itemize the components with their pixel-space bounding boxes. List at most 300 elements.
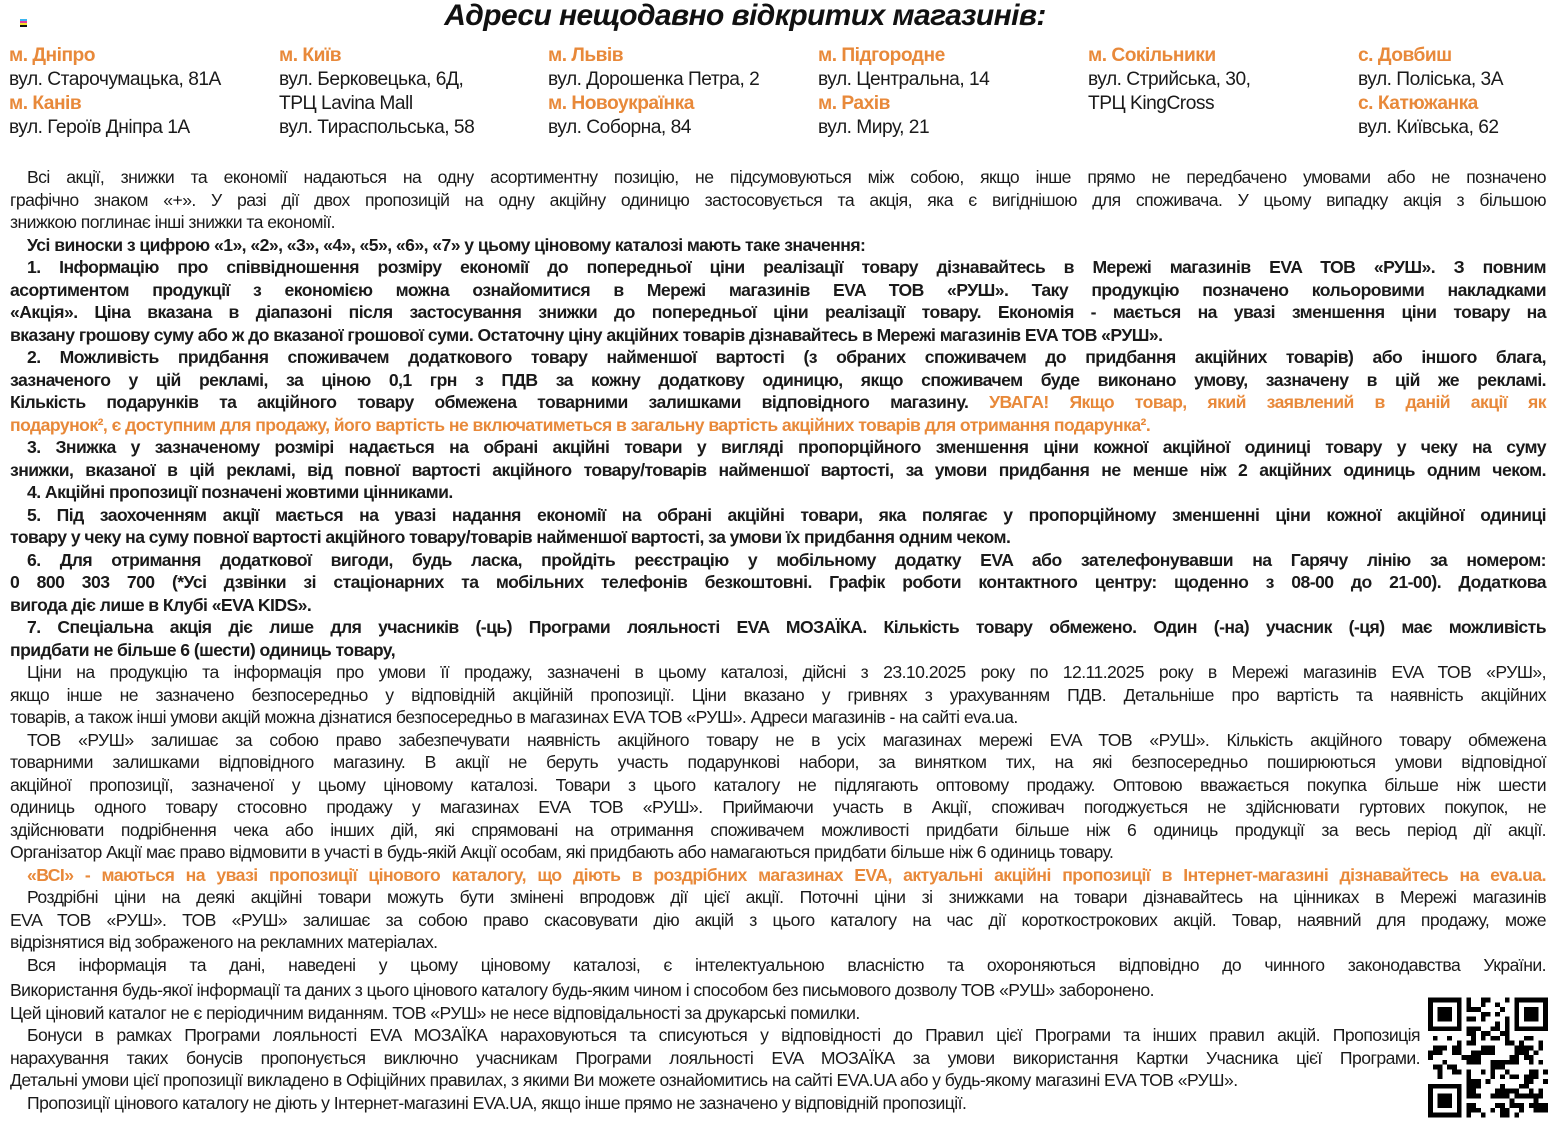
qr-module [1524, 1050, 1529, 1055]
qr-module [1538, 1094, 1543, 1099]
qr-module [1524, 1012, 1529, 1017]
store-address: вул. Тираспольська, 58 [279, 117, 475, 138]
qr-module [1452, 998, 1457, 1003]
store-column [548, 44, 759, 140]
terms-line-text: вказану грошову суму або ж до вказаної грошової суми. Остаточну ціну акційних товарів дізнавайтесь в Мережі магазинів EVA ТОВ «РУШ». [10, 324, 1163, 345]
qr-module [1452, 1065, 1457, 1070]
store-address: вул. Центральна, 14 [818, 69, 990, 90]
qr-module [1442, 1026, 1447, 1031]
terms-line [10, 886, 1546, 909]
footer-block [10, 979, 1420, 1114]
qr-module [1490, 1050, 1495, 1055]
qr-module [1495, 1012, 1500, 1017]
terms-line-text: здійснювати подрібнення чека або інших дій, які спрямовані на отримання споживачем можливості придбати більше ніж 6 одиниць продукції за весь період дії акції. [10, 819, 1546, 840]
store-column [279, 44, 474, 140]
qr-module [1466, 1084, 1471, 1089]
terms-body [10, 166, 1546, 1114]
qr-module [1495, 1060, 1500, 1065]
terms-line [10, 481, 1546, 504]
terms-line-text: відрізнятися від зображеного на рекламних матеріалах. [10, 932, 438, 952]
terms-line [10, 661, 1546, 684]
qr-module [1471, 1050, 1476, 1055]
qr-module [1543, 1026, 1548, 1031]
qr-module [1495, 1103, 1500, 1108]
qr-module [1457, 1113, 1462, 1118]
qr-module [1543, 1070, 1548, 1075]
terms-line-text: Організатор Акції має право відмовити в участі в будь-якій Акції особам, які придбають або намагаються придбати більше ніж 6 одиниць товару. [10, 842, 1114, 862]
qr-module [1529, 1055, 1534, 1060]
terms-line [10, 819, 1546, 842]
qr-module [1471, 1026, 1476, 1031]
qr-module [1524, 1036, 1529, 1041]
qr-module [1442, 1012, 1447, 1017]
qr-module [1486, 1079, 1491, 1084]
store-address: вул. Поліська, 3А [1358, 69, 1504, 90]
qr-module [1447, 1065, 1452, 1070]
qr-module [1490, 1108, 1495, 1113]
qr-module [1519, 1046, 1524, 1051]
store-address: ТРЦ Lavina Mall [279, 93, 413, 114]
qr-module [1428, 1012, 1433, 1017]
qr-module [1486, 1050, 1491, 1055]
qr-module [1524, 1026, 1529, 1031]
qr-module [1428, 1084, 1433, 1089]
qr-module [1505, 1060, 1510, 1065]
terms-line-text: графічно знаком «+». У разі дії двох пропозицій на одну акційну одиницю застосовується та акція, яка є вигіднішою для споживача. У цьому випадку акція з більшою [10, 189, 1546, 210]
terms-line [10, 189, 1546, 212]
qr-module [1514, 1002, 1519, 1007]
qr-module [1476, 1055, 1481, 1060]
qr-module [1543, 1017, 1548, 1022]
qr-module [1466, 1026, 1471, 1031]
store-address: ТРЦ KingCross [1088, 93, 1215, 114]
qr-module [1514, 1050, 1519, 1055]
terms-line-text: Вся інформація та дані, наведені у цьому ціновому каталозі, є інтелектуальною власністю та охороняються відповідно до чинного законодавства України. [27, 954, 1546, 975]
qr-module [1543, 1002, 1548, 1007]
qr-module [1476, 1007, 1481, 1012]
qr-module [1433, 998, 1438, 1003]
qr-module [1514, 1074, 1519, 1079]
terms-line [10, 256, 1546, 279]
qr-module [1466, 1031, 1471, 1036]
qr-module [1486, 1046, 1491, 1051]
qr-module [1481, 1113, 1486, 1118]
qr-module [1534, 1098, 1539, 1103]
terms-line-text: ТОВ «РУШ» залишає за собою право забезпечувати наявність акційного товару не в усіх магазинах мережі EVA ТОВ «РУШ». Кількість акційного товару обмежена [27, 729, 1546, 750]
terms-line-text: 7. Спеціальна акція діє лише для учасників (-ць) Програми лояльності EVA МОЗАЇКА. Кількість товару обмежено. Один (-на) учасник (-ця) має можливість [27, 617, 1546, 637]
terms-line [10, 864, 1546, 887]
terms-line [10, 414, 1546, 437]
qr-module [1457, 1098, 1462, 1103]
qr-module [1471, 1017, 1476, 1022]
store-city: с. Катюжанка [1358, 93, 1478, 114]
qr-module [1471, 1084, 1476, 1089]
qr-module [1510, 1060, 1515, 1065]
qr-module [1495, 1089, 1500, 1094]
store-city: м. Львів [548, 45, 624, 66]
qr-module [1457, 1103, 1462, 1108]
qr-module [1514, 1113, 1519, 1118]
qr-module [1543, 1079, 1548, 1084]
qr-module [1457, 1026, 1462, 1031]
qr-module [1447, 1113, 1452, 1118]
qr-module [1452, 1026, 1457, 1031]
terms-line [10, 234, 1546, 257]
qr-module [1543, 1012, 1548, 1017]
qr-module [1442, 1103, 1447, 1108]
page-title: Адреси нещодавно відкритих магазинів: [444, 0, 1046, 32]
terms-line-text: Роздрібні ціни на деякі акційні товари можуть бути змінені впродовж дії цієї акції. Поточні ціни зі знижками на товари дізнавайтесь на цінниках в Мережі магазинів [27, 887, 1546, 907]
terms-line [10, 909, 1546, 932]
qr-module [1428, 1103, 1433, 1108]
qr-module [1471, 1060, 1476, 1065]
terms-line [10, 774, 1546, 797]
qr-module [1529, 1007, 1534, 1012]
qr-module [1428, 1002, 1433, 1007]
qr-module [1438, 1065, 1443, 1070]
qr-module [1447, 998, 1452, 1003]
qr-module [1457, 1108, 1462, 1113]
footer-line: Цей ціновий каталог не є періодичним виданням. ТОВ «РУШ» не несе відповідальності за друкарські помилки. [10, 1002, 860, 1023]
terms-line-text: Всі акції, знижки та економії надаються на одну асортиментну позицію, не підсумовуються між собою, якщо інше прямо не передбачено умовами або не позначено [27, 167, 1546, 187]
qr-module [1438, 1017, 1443, 1022]
qr-module [1428, 998, 1433, 1003]
qr-module [1524, 1007, 1529, 1012]
store-city: м. Рахів [818, 93, 890, 114]
qr-module [1490, 1074, 1495, 1079]
qr-module [1534, 1017, 1539, 1022]
qr-module [1447, 1007, 1452, 1012]
qr-module [1457, 1017, 1462, 1022]
qr-module [1514, 1046, 1519, 1051]
qr-module [1442, 1007, 1447, 1012]
terms-line-text: 0 800 303 700 (*Усі дзвінки зі стаціонарних та мобільних телефонів безкоштовні. Графік роботи контактного центру: щоденно з 08-00 до 21-00). Додаткова [10, 572, 1546, 592]
qr-module [1538, 1041, 1543, 1046]
terms-line [10, 549, 1546, 572]
qr-module [1442, 1098, 1447, 1103]
qr-module [1442, 1094, 1447, 1099]
qr-module [1481, 1002, 1486, 1007]
qr-module [1490, 1065, 1495, 1070]
qr-module [1534, 1012, 1539, 1017]
qr-module [1466, 1060, 1471, 1065]
qr-module [1433, 1026, 1438, 1031]
qr-module [1428, 1007, 1433, 1012]
qr-module [1457, 1084, 1462, 1089]
qr-module [1428, 1108, 1433, 1113]
qr-module [1495, 1002, 1500, 1007]
qr-module [1505, 1022, 1510, 1027]
terms-line-text: «Акція». Ціна вказана в діапазоні після застосування знижки до попередньої ціни реалізації товару. Економія - мається на увазі зменшення ціни товару на [10, 302, 1546, 322]
footer-line: нарахування таких бонусів пропонується виключно учасникам Програми лояльності EVA МОЗАЇКА за умови використання Картки Учасника цієї Програми. [10, 1047, 1420, 1068]
qr-module [1433, 1065, 1438, 1070]
qr-module [1438, 998, 1443, 1003]
qr-module [1519, 1026, 1524, 1031]
qr-module [1476, 1084, 1481, 1089]
qr-module [1505, 1108, 1510, 1113]
qr-module [1500, 1108, 1505, 1113]
qr-module [1524, 1079, 1529, 1084]
qr-module [1433, 1084, 1438, 1089]
qr-module [1510, 1074, 1515, 1079]
qr-module [1500, 1060, 1505, 1065]
qr-module [1500, 1007, 1505, 1012]
terms-line-text: «ВСІ» - маються на увазі пропозиції цінового каталогу, що діють в роздрібних магазинах EVA, актуальні акційні пропозиції в Інтернет-магазині дізнавайтесь на eva.ua. [27, 864, 1546, 885]
qr-module [1466, 1041, 1471, 1046]
qr-module [1457, 1012, 1462, 1017]
qr-module [1500, 1113, 1505, 1118]
qr-module [1514, 1089, 1519, 1094]
terms-line [10, 751, 1546, 774]
qr-module [1490, 1060, 1495, 1065]
qr-module [1534, 1050, 1539, 1055]
store-address: вул. Київська, 62 [1358, 117, 1499, 138]
footer-line: Пропозиції цінового каталогу не діють у Інтернет-магазині EVA.UA, якщо інше прямо не зазначено у відповідній пропозиції. [27, 1092, 967, 1113]
qr-module [1471, 1108, 1476, 1113]
qr-module [1438, 1113, 1443, 1118]
qr-module [1495, 1094, 1500, 1099]
store-column [9, 44, 221, 140]
qr-module [1529, 1103, 1534, 1108]
qr-module [1428, 1022, 1433, 1027]
qr-module [1466, 1089, 1471, 1094]
qr-module [1519, 998, 1524, 1003]
qr-module [1486, 1031, 1491, 1036]
qr-module [1500, 1084, 1505, 1089]
qr-module [1438, 1012, 1443, 1017]
terms-line [10, 369, 1546, 392]
qr-module [1428, 1098, 1433, 1103]
qr-module [1438, 1098, 1443, 1103]
qr-module [1447, 1036, 1452, 1041]
qr-module [1457, 1041, 1462, 1046]
qr-module [1471, 1031, 1476, 1036]
qr-module [1481, 1036, 1486, 1041]
qr-module [1447, 1084, 1452, 1089]
qr-module [1438, 1007, 1443, 1012]
qr-module [1500, 1094, 1505, 1099]
qr-module [1457, 1046, 1462, 1051]
qr-module [1466, 1074, 1471, 1079]
qr-module [1471, 1103, 1476, 1108]
store-address: вул. Старочумацька, 81А [9, 69, 221, 90]
qr-module [1476, 1050, 1481, 1055]
qr-module [1490, 1094, 1495, 1099]
qr-module [1534, 998, 1539, 1003]
terms-line [10, 166, 1546, 189]
qr-module [1524, 998, 1529, 1003]
qr-module [1519, 1094, 1524, 1099]
qr-module [1543, 1108, 1548, 1113]
qr-module [1481, 998, 1486, 1003]
qr-module [1433, 1046, 1438, 1051]
qr-module [1452, 1070, 1457, 1075]
qr-module [1481, 1046, 1486, 1051]
qr-module [1466, 1002, 1471, 1007]
terms-line [10, 391, 1546, 414]
qr-module [1514, 1094, 1519, 1099]
qr-module [1510, 1089, 1515, 1094]
qr-module [1481, 1050, 1486, 1055]
terms-line [10, 279, 1546, 302]
terms-line-text: знижки, вказаної в цій рекламі, від повної вартості акційного товару/товарів найменшої вартості, за умови придбання не менше ніж 2 акційних одиниць одним чеком. [10, 459, 1546, 480]
qr-module [1428, 1113, 1433, 1118]
qr-module [1471, 1094, 1476, 1099]
qr-module [1471, 1007, 1476, 1012]
qr-module [1457, 1007, 1462, 1012]
terms-line-text: 2. Можливість придбання споживачем додаткового товару найменшої вартості (з обраних споживачем до придбання акційних товарів) або іншого блага, [27, 347, 1546, 367]
terms-line-text: 6. Для отримання додаткової вигоди, будь ласка, пройдіть реєстрацію у мобільному додатку EVA або зателефонувавши на Гарячу лінію за номером: [27, 549, 1546, 570]
qr-module [1466, 998, 1471, 1003]
qr-module [1442, 1113, 1447, 1118]
qr-module [1476, 1094, 1481, 1099]
terms-line [10, 301, 1546, 324]
warning-text: УВАГА! Якщо товар, який заявлений в даній акції як [989, 392, 1546, 412]
qr-module [1438, 1084, 1443, 1089]
qr-module [1447, 1012, 1452, 1017]
qr-module [1466, 1108, 1471, 1113]
terms-line [10, 616, 1546, 639]
store-address: вул. Героїв Дніпра 1А [9, 117, 190, 138]
qr-module [1529, 1070, 1534, 1075]
qr-module [1471, 1055, 1476, 1060]
terms-line [10, 729, 1546, 752]
store-column [818, 44, 989, 140]
qr-module [1438, 1026, 1443, 1031]
qr-module [1529, 1046, 1534, 1051]
qr-module [1466, 1017, 1471, 1022]
qr-module [1505, 1089, 1510, 1094]
terms-line-text: якщо інше не зазначено безпосередньо у відповідній акційній пропозиції. Ціни вказано у гривнях з урахуванням ПДВ. Детальніше про вартість та наявність акційних [10, 684, 1546, 705]
qr-module [1490, 1070, 1495, 1075]
qr-module [1433, 1113, 1438, 1118]
qr-module [1514, 1103, 1519, 1108]
terms-line [10, 706, 1546, 729]
qr-module [1495, 1026, 1500, 1031]
store-address: вул. Миру, 21 [818, 117, 930, 138]
terms-line [10, 931, 1546, 954]
terms-line-text: 4. Акційні пропозиції позначені жовтими цінниками. [27, 482, 453, 502]
terms-line-text: знижкою поглинає інші знижки та економії. [10, 212, 336, 232]
terms-line-text: зазначеного у цій рекламі, за ціною 0,1 грн з ПДВ за кожну додаткову одиницю, якщо споживачем буде виконано умову, зазначену в цій же рекламі. [10, 369, 1546, 390]
qr-module [1519, 1103, 1524, 1108]
qr-module [1490, 1046, 1495, 1051]
qr-module [1505, 1026, 1510, 1031]
qr-module [1538, 1103, 1543, 1108]
qr-module [1481, 1031, 1486, 1036]
terms-line-text: акційної пропозиції, зазначеної у цьому ціновому каталозі. Товари з цього каталогу не підлягають оптовому продажу. Оптовою вважається покупка більше ніж шести [10, 774, 1546, 795]
store-city: м. Сокільники [1088, 45, 1216, 66]
qr-module [1519, 1041, 1524, 1046]
qr-module [1495, 1036, 1500, 1041]
qr-module [1529, 1079, 1534, 1084]
qr-module [1543, 1103, 1548, 1108]
terms-line [10, 639, 1546, 662]
qr-module [1457, 1070, 1462, 1075]
qr-module [1447, 1103, 1452, 1108]
qr-module [1428, 1050, 1433, 1055]
qr-module [1457, 1002, 1462, 1007]
qr-module [1481, 1070, 1486, 1075]
qr-module [1457, 1050, 1462, 1055]
qr-module [1428, 1089, 1433, 1094]
store-city: м. Підгородне [818, 45, 945, 66]
store-city: м. Київ [279, 45, 342, 66]
qr-module [1529, 1074, 1534, 1079]
qr-module [1529, 1012, 1534, 1017]
terms-line-text: придбати не більше 6 (шести) одиниць товару, [10, 639, 396, 660]
qr-module [1462, 1055, 1467, 1060]
qr-module [1447, 1026, 1452, 1031]
qr-module [1500, 1074, 1505, 1079]
terms-line [10, 954, 1546, 977]
qr-module [1466, 1103, 1471, 1108]
terms-line [10, 504, 1546, 527]
qr-code-icon[interactable] [1428, 997, 1548, 1118]
qr-module [1466, 1055, 1471, 1060]
qr-module [1490, 1036, 1495, 1041]
qr-module [1495, 1022, 1500, 1027]
qr-module [1442, 1060, 1447, 1065]
qr-module [1438, 1103, 1443, 1108]
qr-module [1490, 1026, 1495, 1031]
qr-module [1476, 1026, 1481, 1031]
qr-module [1466, 1070, 1471, 1075]
qr-module [1495, 1065, 1500, 1070]
qr-module [1442, 1017, 1447, 1022]
qr-module [1505, 1017, 1510, 1022]
qr-module [1438, 1070, 1443, 1075]
qr-module [1457, 1094, 1462, 1099]
qr-module [1514, 1017, 1519, 1022]
qr-module [1510, 1103, 1515, 1108]
qr-module [1505, 1094, 1510, 1099]
qr-module [1466, 1007, 1471, 1012]
qr-module [1481, 1017, 1486, 1022]
qr-module [1524, 1055, 1529, 1060]
qr-module [1538, 1046, 1543, 1051]
terms-line [10, 594, 1546, 617]
terms-line-text: Усі виноски з цифрою «1», «2», «3», «4», «5», «6», «7» у цьому ціновому каталозі мають таке значення: [27, 234, 866, 255]
terms-line-text: одиниць одного товару стосовно продажу у магазинах EVA ТОВ «РУШ». Приймаючи участь в Акції, споживач погоджується не здійснювати гуртових покупок, не [10, 797, 1546, 817]
qr-module [1471, 1089, 1476, 1094]
store-city: м. Дніпро [9, 45, 95, 66]
terms-line [10, 571, 1546, 594]
terms-line-text: товарів, а також інші умови акцій можна дізнатися безпосередньо в магазинах EVA ТОВ «РУШ». Адреси магазинів - на сайті eva.ua. [10, 707, 1018, 727]
terms-line-text: 5. Під заохоченням акції мається на увазі надання економії на обрані акційні товари, яка полягає у пропорційному зменшенні ціни кожної акційної одиниці [27, 504, 1546, 525]
terms-line-text: вигода діє лише в Клубі «EVA KIDS». [10, 594, 312, 615]
qr-module [1486, 1012, 1491, 1017]
terms-line-text: EVA ТОВ «РУШ». ТОВ «РУШ» залишає за собою право скасовувати дію акцій з цього каталогу на час дії короткострокових акцій. Товар, наявний для продажу, може [10, 909, 1546, 930]
store-address: вул. Берковецька, 6Д, [279, 69, 464, 90]
qr-module [1500, 1065, 1505, 1070]
qr-module [1524, 1046, 1529, 1051]
terms-line [10, 684, 1546, 707]
terms-line [10, 841, 1546, 864]
store-city: м. Канів [9, 93, 82, 114]
qr-module [1457, 1022, 1462, 1027]
store-column [1088, 44, 1250, 116]
qr-module [1476, 1108, 1481, 1113]
qr-module [1543, 1007, 1548, 1012]
terms-line [10, 346, 1546, 369]
terms-line-text: товару у чеку на суму повної вартості акційного товару/товарів найменшої вартості, за умови їх придбання одним чеком. [10, 527, 1011, 547]
footer-line: Використання будь-якої інформації та даних з цього цінового каталогу будь-яким чином і способом без письмового дозволу ТОВ «РУШ» заборонено. [10, 980, 1155, 1000]
qr-module [1529, 1089, 1534, 1094]
qr-module [1543, 998, 1548, 1003]
terms-line-text: 1. Інформацію про співвідношення розміру економії до попередньої ціни реалізації товару дізнавайтесь в Мережі магазинів EVA ТОВ «РУШ». З повним [27, 257, 1546, 277]
qr-module [1442, 998, 1447, 1003]
